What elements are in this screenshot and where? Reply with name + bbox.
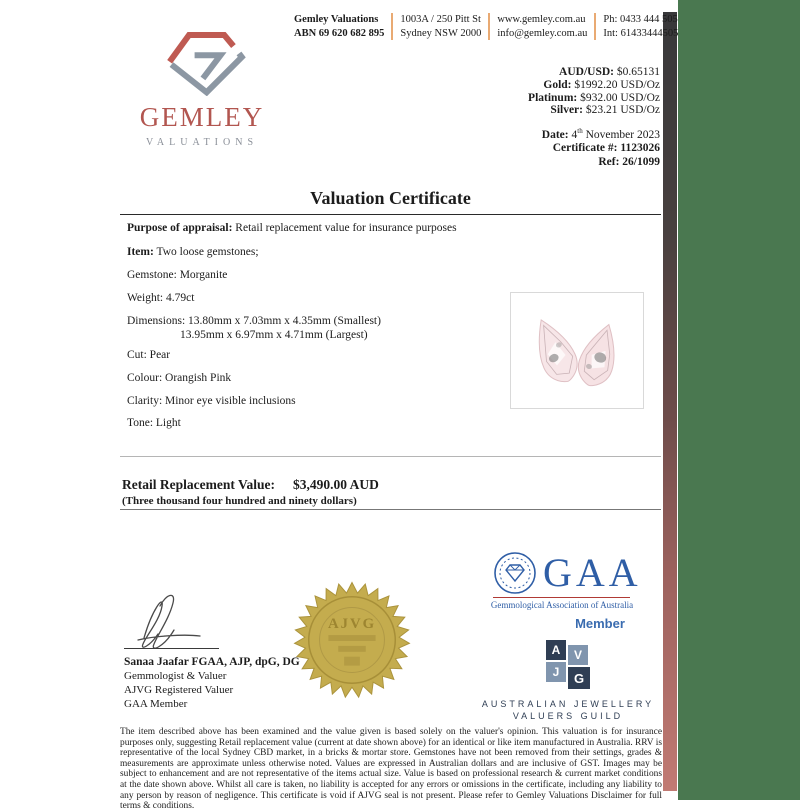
valuation-amount: $3,490.00 AUD xyxy=(292,477,379,492)
contact-address xyxy=(391,13,488,40)
valuation-rule-bottom xyxy=(120,509,661,510)
rate-audusd: AUD/USD: $0.65131 xyxy=(559,66,660,78)
valuation-label: Retail Replacement Value: xyxy=(122,477,275,492)
detail-purpose: Purpose of appraisal: Retail replacement value for insurance purposes xyxy=(127,222,457,234)
website: www.gemley.com.au xyxy=(497,14,586,25)
signatory-block xyxy=(124,655,300,711)
signatory-name: Sanaa Jaafar FGAA, AJP, dpG, DG xyxy=(124,656,300,668)
company-abn: ABN 69 620 682 895 xyxy=(294,27,385,39)
contact-company xyxy=(287,13,391,40)
seal-text: AJVG xyxy=(327,616,377,633)
gaa-name: Gemmological Association of Australia xyxy=(490,600,634,610)
gaa-emblem-icon xyxy=(493,551,537,595)
gemley-diamond-icon xyxy=(154,22,250,96)
ajvg-name-line2: VALUERS GUILD xyxy=(512,711,624,721)
phone: Ph: 0433 444 505 xyxy=(603,14,678,25)
signatory-role2: AJVG Registered Valuer xyxy=(124,684,234,696)
ajvg-square-j: J xyxy=(546,662,566,682)
address-line2: Sydney NSW 2000 xyxy=(400,27,482,39)
phone-intl: Int: 61433444505 xyxy=(603,27,679,39)
detail-cut: Cut: Pear xyxy=(127,349,171,361)
signature-line xyxy=(124,648,219,649)
market-rates xyxy=(420,66,660,117)
gaa-underline xyxy=(493,597,630,598)
signature-icon xyxy=(134,590,226,650)
ajvg-square-g: G xyxy=(568,667,590,689)
ajvg-name-line1: AUSTRALIAN JEWELLERY xyxy=(481,699,655,709)
meta-certificate-number: Certificate #: 1123026 xyxy=(552,142,660,155)
ajvg-square-a: A xyxy=(546,640,566,660)
valuation-rule-top xyxy=(120,456,661,457)
detail-gemstone: Gemstone: Morganite xyxy=(127,269,228,281)
valuation-line xyxy=(122,477,379,493)
rate-platinum: Platinum: $932.00 USD/Oz xyxy=(528,91,660,104)
logo-wordmark: GEMLEY xyxy=(139,102,265,132)
gold-seal xyxy=(293,581,411,699)
scan-background xyxy=(678,0,800,800)
gaa-acronym: GAA xyxy=(543,550,642,595)
contact-web xyxy=(488,13,594,40)
disclaimer-text: The item described above has been examined and the value given is based solely on the valuer's opinion. This valuation is for insurance purposes only, suggesting Retail replacement value (current at date shown above) for an identical or like item manufactured in Australia. RRV is representative of the local Sydney CBD market, in a bricks & mortar store. Gemstones have not been removed from their settings, grades & measurements are approximate unless otherwise noted. Values are expressed in Australian dollars and are inclusive of GST. Images may be subject to enhancement and are not representative of the items actual size. Value is based on professional research & current market conditions at the date shown above. Whilst all care is taken, no liability is accepted for any errors or omissions in the certificate, including any liability to any person by reason of negligence. This certificate is void if AJVG seal is not present. Please refer to Gemley Valuations Disclaimer for full terms & conditions. xyxy=(120,727,662,812)
valuation-words: (Three thousand four hundred and ninety dollars) xyxy=(122,495,357,507)
detail-dimensions-line1: Dimensions: 13.80mm x 7.03mm x 4.35mm (Smallest) xyxy=(127,315,381,327)
contact-phone xyxy=(594,13,685,40)
certificate-meta xyxy=(420,125,660,169)
rate-silver: Silver: $23.21 USD/Oz xyxy=(550,104,660,117)
ajvg-square-v: V xyxy=(568,645,588,665)
rate-gold: Gold: $1992.20 USD/Oz xyxy=(543,78,660,91)
certificate-title: Valuation Certificate xyxy=(120,188,661,215)
detail-dimensions-line2: 13.95mm x 6.97mm x 4.71mm (Largest) xyxy=(180,329,368,341)
detail-clarity: Clarity: Minor eye visible inclusions xyxy=(127,395,296,407)
logo-subtitle: VALUATIONS xyxy=(145,137,259,148)
gemstones-image xyxy=(511,293,643,408)
meta-reference: Ref: 26/1099 xyxy=(598,155,660,168)
signatory-role1: Gemmologist & Valuer xyxy=(124,670,227,682)
detail-item: Item: Two loose gemstones; xyxy=(127,246,259,258)
detail-weight: Weight: 4.79ct xyxy=(127,292,195,304)
gemstone-photo xyxy=(510,292,644,409)
page-edge-shadow xyxy=(663,12,677,791)
header-contact-strip xyxy=(287,13,685,40)
detail-colour: Colour: Orangish Pink xyxy=(127,372,232,384)
meta-date: Date: 4th November 2023 xyxy=(541,127,660,141)
gemley-logo xyxy=(128,22,276,148)
signatory-role3: GAA Member xyxy=(124,698,188,710)
email: info@gemley.com.au xyxy=(497,27,588,39)
detail-tone: Tone: Light xyxy=(127,417,181,429)
company-name: Gemley Valuations xyxy=(294,14,379,25)
address-line1: 1003A / 250 Pitt St xyxy=(400,14,481,25)
gaa-member-label: Member xyxy=(575,616,625,631)
